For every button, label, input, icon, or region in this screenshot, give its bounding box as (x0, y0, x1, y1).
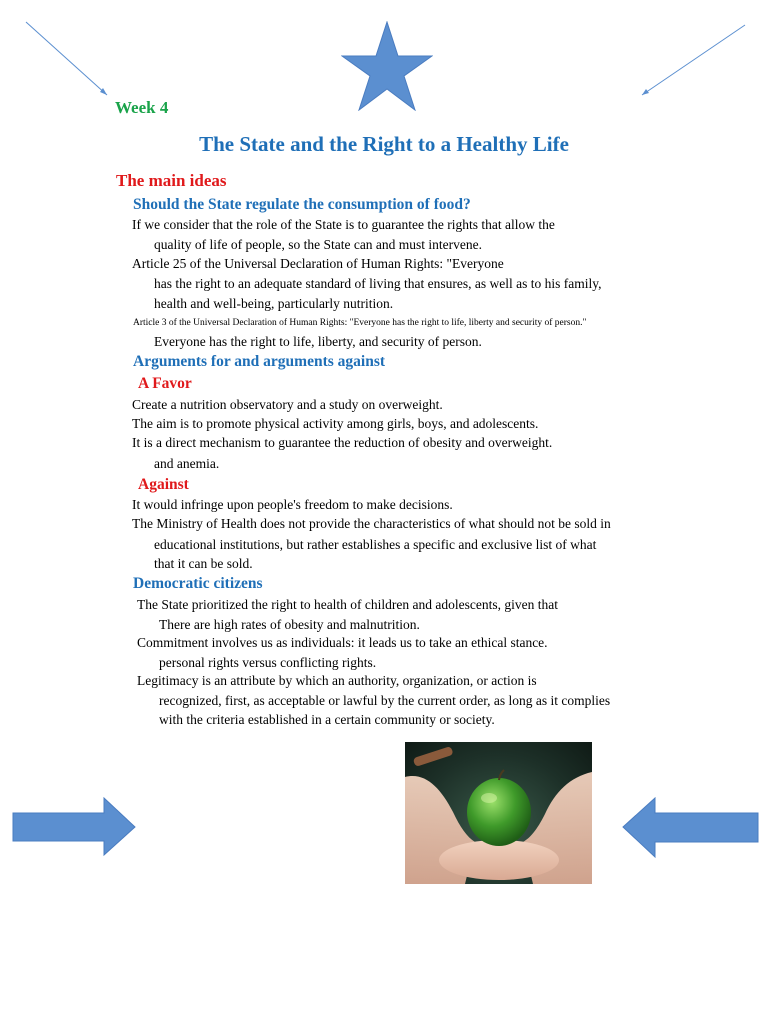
week-label: Week 4 (115, 98, 169, 117)
heading-against: Against (138, 476, 189, 493)
text-line: and anemia. (154, 456, 220, 471)
text-line: Create a nutrition observatory and a study on overweight. (132, 397, 443, 412)
text-line: The aim is to promote physical activity among girls, boys, and adolescents. (132, 416, 539, 431)
text-line: It would infringe upon people's freedom to make decisions. (132, 497, 453, 512)
text-line: Article 25 of the Universal Declaration of Human Rights: "Everyone (132, 256, 504, 271)
text-line: that it can be sold. (154, 556, 253, 571)
text-line: educational institutions, but rather establishes a specific and exclusive list of what (154, 537, 597, 552)
text-line: with the criteria established in a certain community or society. (159, 712, 495, 727)
text-line: If we consider that the role of the State is to guarantee the rights that allow the (132, 217, 555, 232)
page-title: The State and the Right to a Healthy Life (199, 132, 569, 156)
text-line: personal rights versus conflicting rights. (159, 655, 377, 670)
text-line: Commitment involves us as individuals: it leads us to take an ethical stance. (137, 635, 548, 650)
heading-favor: A Favor (138, 375, 192, 392)
text-line: quality of life of people, so the State can and must intervene. (154, 237, 483, 252)
star-shape (341, 21, 433, 111)
text-line: The Ministry of Health does not provide the characteristics of what should not be sold in (132, 516, 611, 531)
text-line: has the right to an adequate standard of living that ensures, as well as to his family, (154, 276, 602, 291)
text-line: Article 3 of the Universal Declaration of Human Rights: "Everyone has the right to life, liberty and security of person." (133, 318, 587, 328)
text-line: Everyone has the right to life, liberty, and security of person. (154, 334, 482, 349)
text-line: The State prioritized the right to health of children and adolescents, given that (137, 597, 558, 612)
heading-arguments: Arguments for and arguments against (133, 353, 386, 370)
right-arrow-shape (12, 797, 137, 857)
text-line: health and well-being, particularly nutrition. (154, 296, 394, 311)
heading-democratic-citizens: Democratic citizens (133, 575, 263, 592)
heading-main-ideas: The main ideas (116, 171, 227, 190)
left-arrow-shape (622, 797, 760, 859)
text-line: It is a direct mechanism to guarantee the reduction of obesity and overweight. (132, 435, 553, 450)
text-line: There are high rates of obesity and malnutrition. (159, 617, 420, 632)
apple-in-hands-image (405, 742, 592, 884)
text-line: Legitimacy is an attribute by which an authority, organization, or action is (137, 673, 537, 688)
heading-question-food: Should the State regulate the consumption of food? (133, 196, 471, 213)
text-line: recognized, first, as acceptable or lawful by the current order, as long as it complies (159, 693, 611, 708)
